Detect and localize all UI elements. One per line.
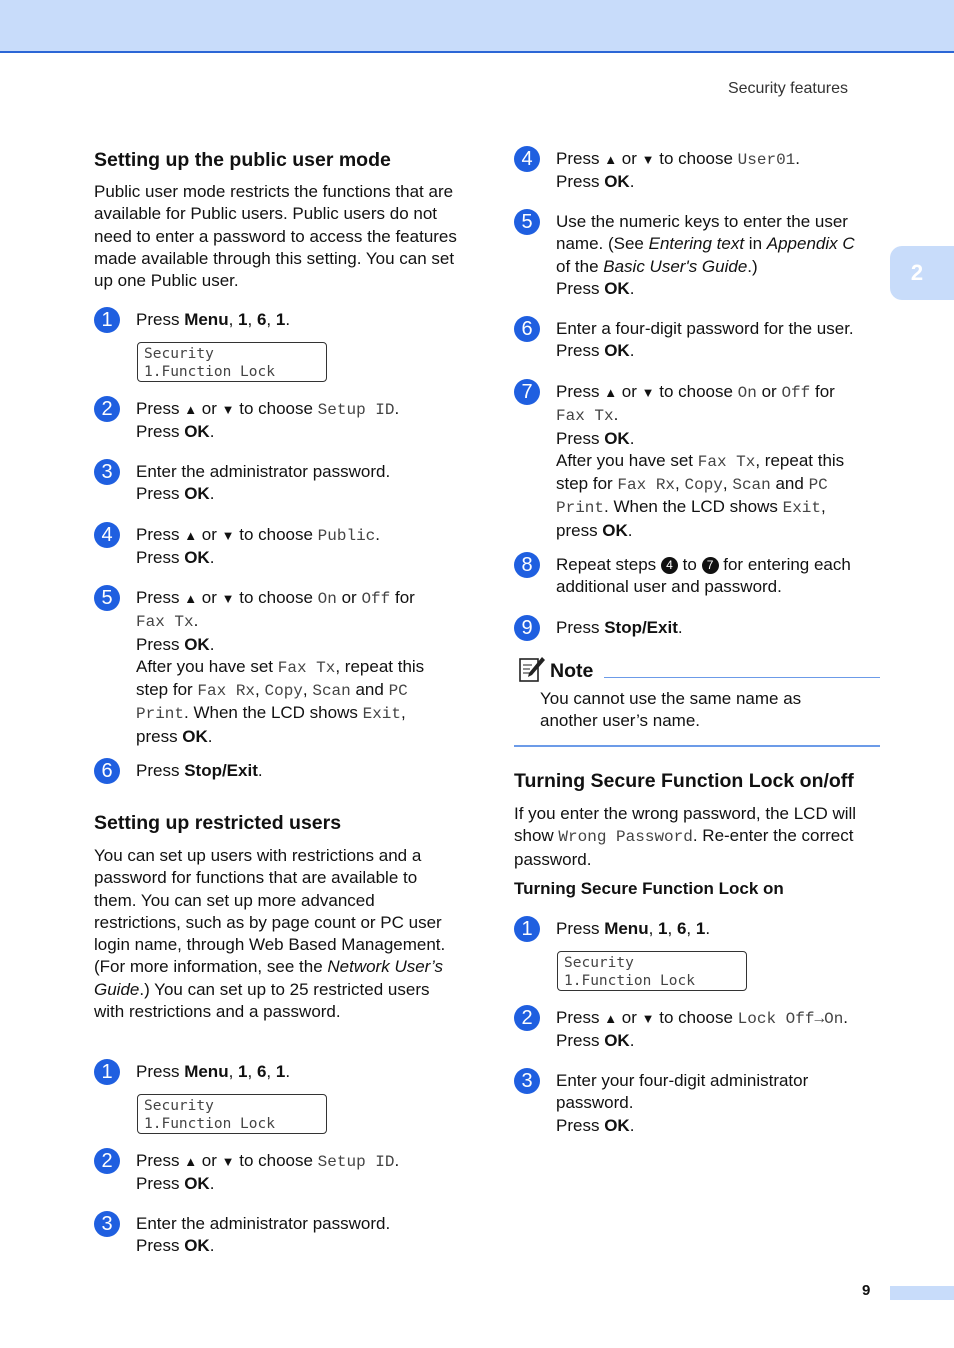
step-text: Press ▲ or ▼ to choose On or Off for Fax Tx. Press OK. After you have set Fax Tx, repeat this step for Fax Rx, Copy, Scan and PC Print. When the LCD shows Exit, press OK. bbox=[136, 588, 425, 746]
step-text: Press ▲ or ▼ to choose Public. Press OK. bbox=[136, 525, 381, 568]
step-text: Press Menu, 1, 6, 1. bbox=[136, 310, 291, 329]
section-heading-turning: Turning Secure Function Lock on/off bbox=[514, 770, 854, 792]
note-title: Note bbox=[550, 660, 594, 682]
top-banner bbox=[0, 0, 954, 53]
step-number: 1 bbox=[94, 307, 120, 333]
step-number: 7 bbox=[514, 379, 540, 405]
step-text: Press Stop/Exit. bbox=[136, 761, 263, 780]
chapter-tab: 2 bbox=[890, 246, 954, 300]
page-number: 9 bbox=[862, 1282, 871, 1299]
lcd-display bbox=[137, 1094, 327, 1134]
lcd-display bbox=[137, 342, 327, 382]
public-intro: Public user mode restricts the functions that are available for Public users. Public users do not need to enter a password to access the features made available through this setting. You can set up one Public user. bbox=[94, 182, 457, 291]
note-divider bbox=[604, 677, 880, 678]
step-text: Press Menu, 1, 6, 1. bbox=[556, 919, 711, 938]
lcd-line: 1.Function Lock bbox=[144, 364, 275, 380]
subheading-turning-on: Turning Secure Function Lock on bbox=[514, 879, 784, 898]
lcd-display bbox=[557, 951, 747, 991]
step-number: 2 bbox=[94, 1148, 120, 1174]
step-number: 3 bbox=[514, 1068, 540, 1094]
lcd-line: 1.Function Lock bbox=[564, 973, 695, 989]
step-number: 8 bbox=[514, 552, 540, 578]
step-text: Enter your four-digit administrator password. Press OK. bbox=[556, 1071, 809, 1135]
step-text: Press ▲ or ▼ to choose Lock Off→On. Press OK. bbox=[556, 1008, 849, 1051]
step-text: Press ▲ or ▼ to choose On or Off for Fax Tx. Press OK. After you have set Fax Tx, repeat this step for Fax Rx, Copy, Scan and PC Print. When the LCD shows Exit, press OK. bbox=[556, 382, 845, 540]
step-text: Press ▲ or ▼ to choose Setup ID. Press OK. bbox=[136, 1151, 400, 1194]
note-pencil-icon bbox=[518, 655, 546, 683]
lcd-line: Security bbox=[144, 1098, 214, 1114]
section-heading-restricted: Setting up restricted users bbox=[94, 812, 342, 834]
step-text: Enter a four-digit password for the user. Press OK. bbox=[556, 319, 854, 361]
step-text: Repeat steps 4 to 7 for entering each additional user and password. bbox=[556, 555, 851, 597]
step-number: 2 bbox=[514, 1005, 540, 1031]
note-box bbox=[514, 653, 880, 747]
step-number: 5 bbox=[514, 209, 540, 235]
step-number: 2 bbox=[94, 396, 120, 422]
step-text: Enter the administrator password. Press OK. bbox=[136, 1214, 391, 1256]
page-number-band bbox=[890, 1286, 954, 1300]
section-heading-public: Setting up the public user mode bbox=[94, 149, 391, 171]
step-text: Press ▲ or ▼ to choose Setup ID. Press OK. bbox=[136, 399, 400, 442]
turning-intro: If you enter the wrong password, the LCD will show Wrong Password. Re-enter the correct password. bbox=[514, 804, 857, 869]
lcd-line: Security bbox=[144, 346, 214, 362]
running-header: Security features bbox=[727, 80, 848, 97]
step-text: Press Menu, 1, 6, 1. bbox=[136, 1062, 291, 1081]
note-text: You cannot use the same name as another user’s name. bbox=[540, 689, 802, 731]
step-number: 9 bbox=[514, 615, 540, 641]
step-number: 3 bbox=[94, 1211, 120, 1237]
step-number: 4 bbox=[94, 522, 120, 548]
lcd-line: Security bbox=[564, 955, 634, 971]
step-number: 4 bbox=[514, 146, 540, 172]
lcd-line: 1.Function Lock bbox=[144, 1116, 275, 1132]
step-number: 1 bbox=[94, 1059, 120, 1085]
step-text: Enter the administrator password. Press OK. bbox=[136, 462, 391, 504]
restricted-intro: You can set up users with restrictions and a password for functions that are available to them. You can set up more advanced restrictions, such as by page count or PC user login name, through Web Based Management. (For more information, see the Network User’s Guide.) You can set up to 25 restricted users with restrictions and a password. bbox=[94, 846, 446, 1022]
step-number: 5 bbox=[94, 585, 120, 611]
step-text: Press Stop/Exit. bbox=[556, 618, 683, 637]
step-number: 6 bbox=[94, 758, 120, 784]
step-text: Press ▲ or ▼ to choose User01. Press OK. bbox=[556, 149, 801, 192]
step-number: 6 bbox=[514, 316, 540, 342]
step-number: 3 bbox=[94, 459, 120, 485]
step-text: Use the numeric keys to enter the user name. (See Entering text in Appendix C of the Basic User's Guide.) Press OK. bbox=[556, 212, 855, 298]
step-number: 1 bbox=[514, 916, 540, 942]
